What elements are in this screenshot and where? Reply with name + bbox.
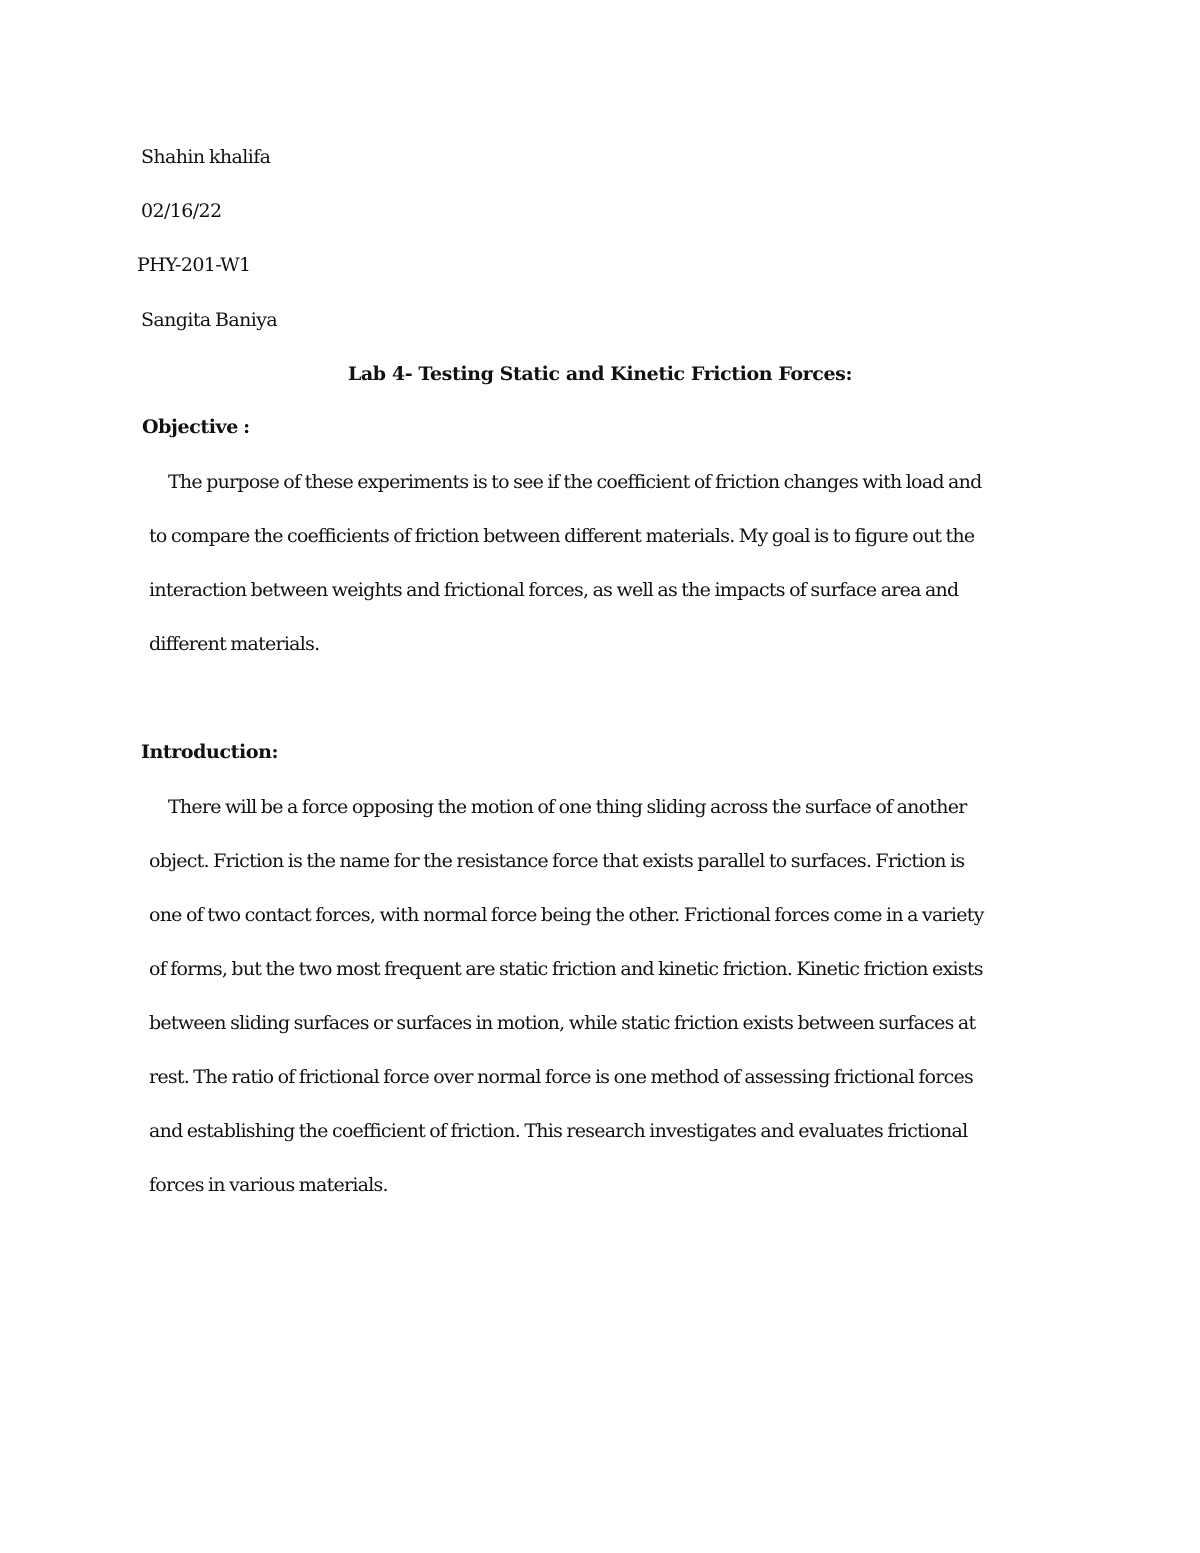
objective-heading: Objective :: [142, 416, 250, 438]
introduction-line: rest. The ratio of frictional force over normal force is one method of assessing frictional forces: [149, 1066, 974, 1088]
objective-line: different materials.: [149, 633, 320, 655]
introduction-line: object. Friction is the name for the resistance force that exists parallel to surfaces. Friction is: [149, 850, 965, 872]
introduction-line: between sliding surfaces or surfaces in motion, while static friction exists between surfaces at: [149, 1012, 976, 1034]
date: 02/16/22: [141, 200, 222, 222]
objective-line: interaction between weights and frictional forces, as well as the impacts of surface area and: [149, 579, 959, 601]
introduction-line: and establishing the coefficient of friction. This research investigates and evaluates frictional: [149, 1120, 968, 1142]
document-title: Lab 4- Testing Static and Kinetic Friction Forces:: [347, 363, 853, 385]
introduction-line: forces in various materials.: [149, 1174, 388, 1196]
introduction-heading: Introduction:: [141, 741, 279, 763]
introduction-line: There will be a force opposing the motion of one thing sliding across the surface of another: [168, 796, 967, 818]
student-name: Shahin khalifa: [141, 146, 271, 168]
introduction-line: one of two contact forces, with normal force being the other. Frictional forces come in a variety: [149, 904, 984, 926]
introduction-line: of forms, but the two most frequent are static friction and kinetic friction. Kinetic friction exists: [149, 958, 983, 980]
objective-line: The purpose of these experiments is to see if the coefficient of friction changes with load and: [168, 471, 982, 493]
instructor-name: Sangita Baniya: [141, 309, 278, 331]
course-code: PHY-201-W1: [137, 254, 251, 276]
objective-line: to compare the coefficients of friction between different materials. My goal is to figure out the: [149, 525, 975, 547]
